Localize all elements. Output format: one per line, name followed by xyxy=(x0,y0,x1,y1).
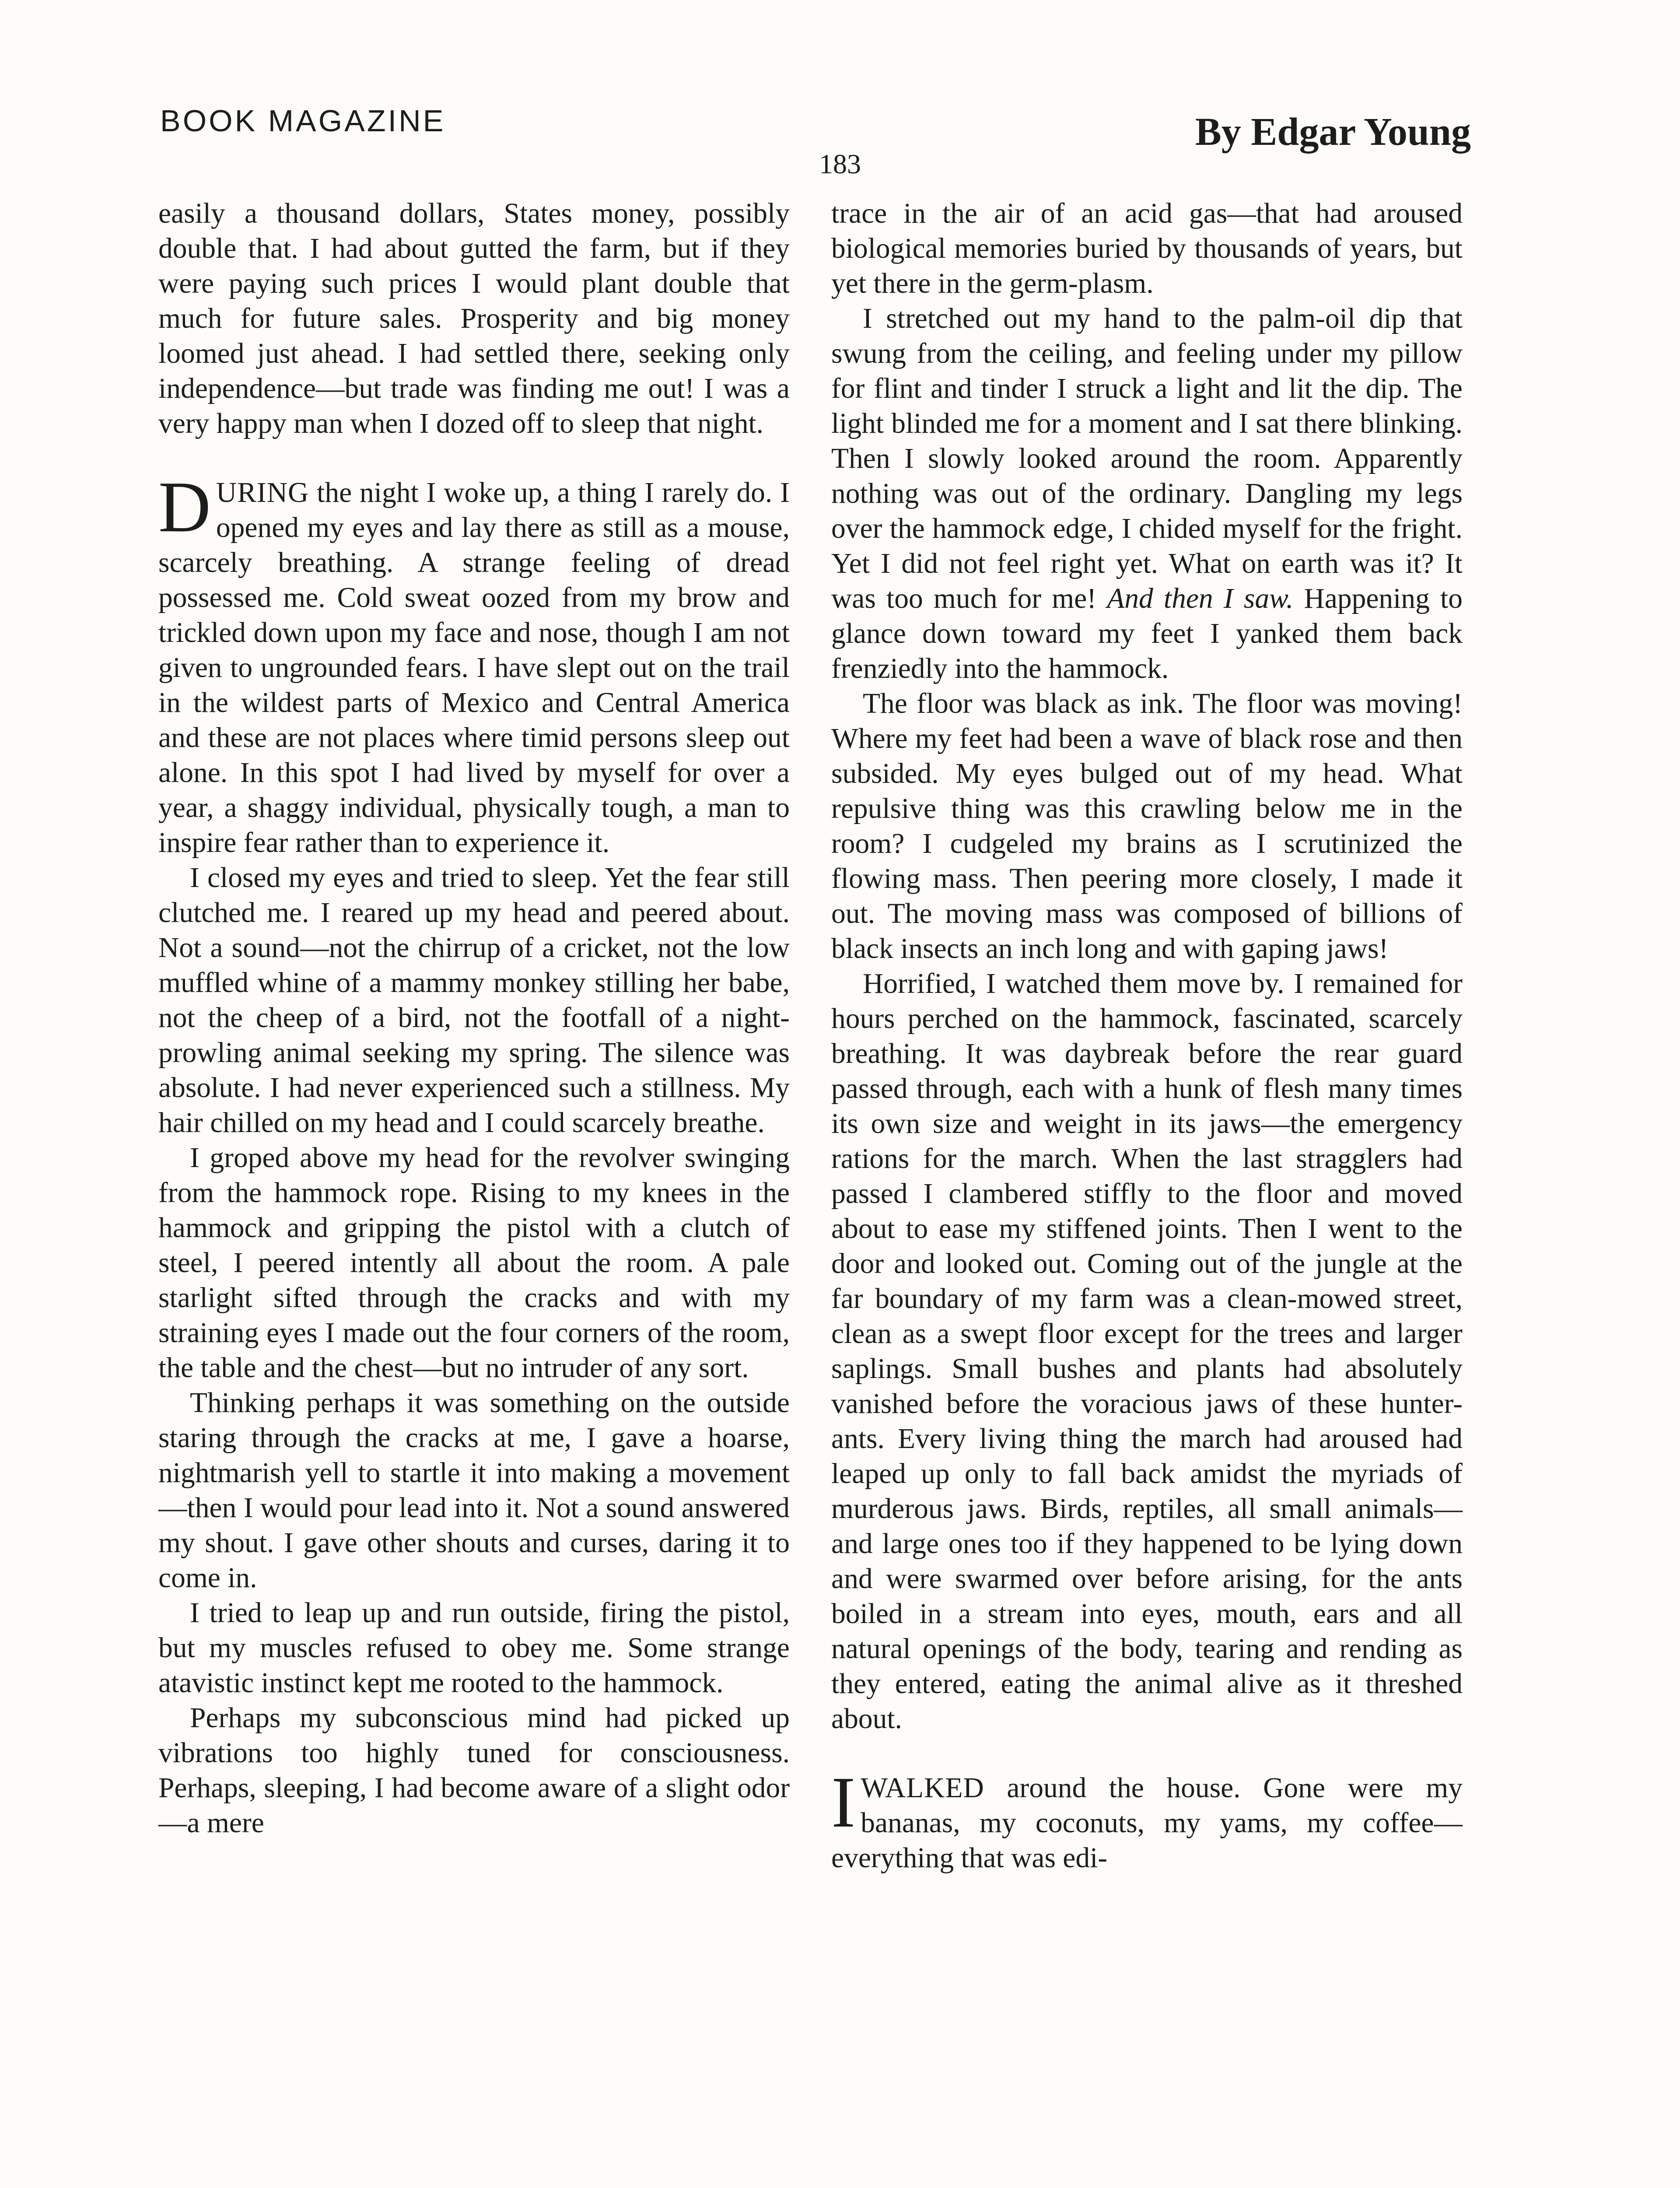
paragraph: I tried to leap up and run outside, firing the pistol, but my muscles refused to obey me. Some strange atavistic instinct kept me rooted to the hammock. xyxy=(158,1597,790,1699)
paragraph: Thinking perhaps it was something on the outside staring through the cracks at me, I gave a hoarse, nightmarish yell to startle it into making a movement—then I would pour lead into it. Not a sound answered my shout. I gave other shouts and curses, daring it to come in. xyxy=(158,1387,790,1594)
drop-cap: I xyxy=(831,1762,856,1842)
author-byline: By Edgar Young xyxy=(1195,110,1471,154)
right-column xyxy=(831,196,1463,1876)
paragraph-text: I stretched out my hand to the palm-oil dip that swung from the ceiling, and feeling under my pillow for flint and tinder I struck a light and lit the dip. The light blinded me for a moment and I sat there blinking. Then I slowly looked around the room. Apparently nothing was out of the ordinary. Dangling my legs over the hammock edge, I chided myself for the fright. Yet I did not feel right yet. What on earth was it? It was too much for me! xyxy=(831,303,1463,614)
italic-text: And then I saw. xyxy=(1107,583,1294,614)
paragraph: I groped above my head for the revolver swinging from the hammock rope. Rising to my knees in the hammock and gripping the pistol with a clutch of steel, I peered intently all about the room. A pale starlight sifted through the cracks and with my straining eyes I made out the four corners of the room, the table and the chest—but no intruder of any sort. xyxy=(158,1142,790,1384)
paragraph-text: the night I woke up, a thing I rarely do. I opened my eyes and lay there as still as a mouse, scarcely breathing. A strange feeling of dread possessed me. Cold sweat oozed from my brow and trickled down upon my face and nose, though I am not given to ungrounded fears. I have slept out on the trail in the wildest parts of Mexico and Central America and these are not places where timid persons sleep out alone. In this spot I had lived by myself for over a year, a shaggy individual, physically tough, a man to inspire fear rather than to experience it. xyxy=(158,477,790,859)
lead-in-caps: URING xyxy=(216,477,309,508)
paragraph: The floor was black as ink. The floor was moving! Where my feet had been a wave of black rose and then subsided. My eyes bulged out of my head. What repulsive thing was this crawling below me in the room? I cudgeled my brains as I scrutinized the flowing mass. Then peering more closely, I made it out. The moving mass was composed of billions of black insects an inch long and with gaping jaws! xyxy=(831,688,1463,964)
paragraph: I closed my eyes and tried to sleep. Yet the fear still clutched me. I reared up my head and peered about. Not a sound—not the chirrup of a cricket, not the low muffled whine of a mammy monkey stilling her babe, not the cheep of a bird, not the footfall of a night-prowling animal seeking my spring. The silence was absolute. I had never experienced such a stillness. My hair chilled on my head and I could scarcely breathe. xyxy=(158,862,790,1139)
lead-in-caps: WALKED xyxy=(861,1772,984,1804)
publication-title: BOOK MAGAZINE xyxy=(160,104,446,138)
paragraph: Perhaps my subconscious mind had picked up vibrations too highly tuned for consciousness. Perhaps, sleeping, I had become aware of a slight odor—a mere xyxy=(158,1702,790,1839)
paragraph xyxy=(831,301,1463,686)
paragraph-text: Happening to glance down toward my feet I yanked them back frenziedly into the hammock. xyxy=(831,583,1463,684)
paragraph-dropcap xyxy=(831,1762,1463,1876)
paragraph: easily a thousand dollars, States money, possibly double that. I had about gutted the farm, but if they were paying such prices I would plant double that much for future sales. Prosperity and big money loomed just ahead. I had settled there, seeking only independence—but trade was finding me out! I was a very happy man when I dozed off to sleep that night. xyxy=(158,198,790,439)
left-column xyxy=(158,196,790,1841)
page-number: 183 xyxy=(819,148,861,179)
paragraph: trace in the air of an acid gas—that had aroused biological memories buried by thousands of years, but yet there in the germ-plasm. xyxy=(831,198,1463,299)
paragraph: Horrified, I watched them move by. I remained for hours perched on the hammock, fascinated, scarcely breathing. It was daybreak before the rear guard passed through, each with a hunk of flesh many times its own size and weight in its jaws—the emergency rations for the march. When the last stragglers had passed I clambered stiffly to the floor and moved about to ease my stiffened joints. Then I went to the door and looked out. Coming out of the jungle at the far boundary of my farm was a clean-mowed street, clean as a swept floor except for the trees and larger saplings. Small bushes and plants had absolutely vanished before the voracious jaws of these hunter-ants. Every living thing the march had aroused had leaped up only to fall back amidst the myriads of murderous jaws. Birds, reptiles, all small animals—and large ones too if they happened to be lying down and were swarmed over before arising, for the ants boiled in a stream into eyes, mouth, ears and all natural openings of the body, tearing and rending as they entered, eating the animal alive as it threshed about. xyxy=(831,968,1463,1735)
paragraph-text: around the house. Gone were my bananas, my coconuts, my yams, my coffee—everything that was edi- xyxy=(831,1772,1463,1874)
paragraph-dropcap xyxy=(158,466,790,860)
drop-cap: D xyxy=(158,466,211,547)
